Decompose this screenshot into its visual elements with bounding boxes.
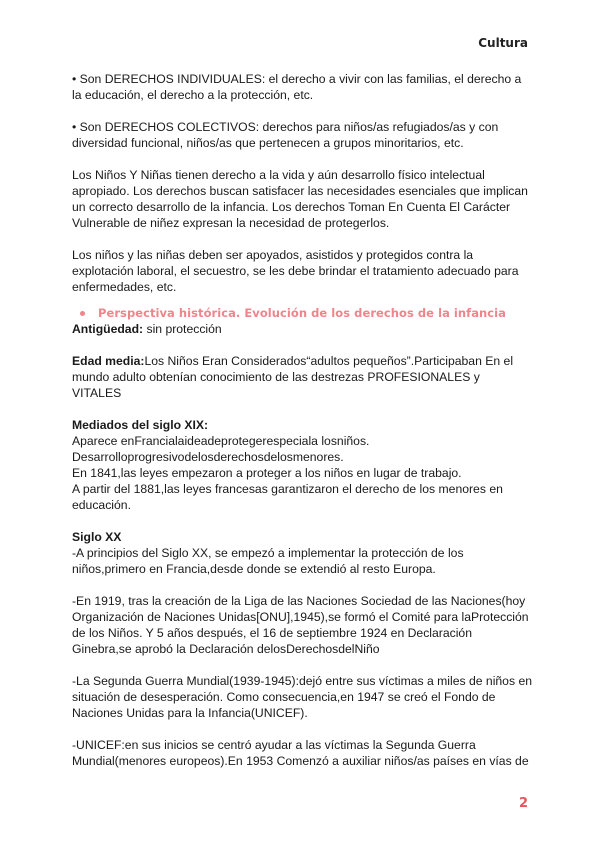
paragraph-edad-media [72,353,532,401]
siglo-xx-heading: Siglo XX [72,530,122,544]
siglo-xix-line-1: Aparece enFrancialaideadeprotegerespeciala losniños. [72,434,370,448]
siglo-xix-line-4: A partir del 1881,las leyes francesas garantizaron el derecho de los menores en educación. [72,482,503,512]
paragraph-antiguedad [72,321,532,337]
paragraph-children-rights: Los Niños Y Niñas tienen derecho a la vida y aún desarrollo físico intelectual apropiado. Los derechos buscan satisfacer las necesidades esenciales que implican un correcto desarrollo de la infancia. Los derechos Toman En Cuenta El Carácter Vulnerable de niñez expresan la necesidad de protegerlos. [72,168,528,230]
section-heading-text: Perspectiva histórica. Evolución de los derechos de la infancia [98,306,506,320]
paragraph-individual-rights: • Son DERECHOS INDIVIDUALES: el derecho a vivir con las familias, el derecho a la educación, el derecho a la protección, etc. [72,72,522,102]
siglo-xx-paragraph-2: -En 1919, tras la creación de la Liga de las Naciones Sociedad de las Naciones(hoy Organización de Naciones Unidas[ONU],1945),se formó el Comité para laProtección de los Niños. Y 5 años después, el 16 de septiembre 1924 en Declaración Ginebra,se aprobó la Declaración delosDerechosdelNiño [72,594,529,656]
bullet-dot-icon [80,311,85,316]
siglo-xix-line-2: Desarrolloprogresivodelosderechosdelosmenores. [72,450,344,464]
siglo-xx-paragraph-1: -A principios del Siglo XX, se empezó a implementar la protección de los niños,primero en Francia,desde donde se extendió al resto Europa. [72,546,464,576]
edad-media-label: Edad media: [72,354,145,368]
paragraph-collective-rights: • Son DERECHOS COLECTIVOS: derechos para niños/as refugiados/as y con diversidad funcional, niños/as que pertenecen a grupos minoritarios, etc. [72,120,499,150]
siglo-xix-heading: Mediados del siglo XIX: [72,418,209,432]
antiguedad-text: sin protección [143,322,222,336]
page-header-title: Cultura [478,36,528,50]
page-number: 2 [518,796,528,811]
siglo-xx-paragraph-3: -La Segunda Guerra Mundial(1939-1945):dejó entre sus víctimas a miles de niños en situación de desesperación. Como consecuencia,en 1947 se creó el Fondo de Naciones Unidas para la Infancia(UNICEF). [72,674,533,720]
siglo-xix-line-3: En 1841,las leyes empezaron a proteger a los niños en lugar de trabajo. [72,466,462,480]
edad-media-text: Los Niños Eran Considerados“adultos pequeños”.Participaban En el mundo adulto obtenían conocimiento de las destrezas PROFESIONALES y VITALES [72,354,514,400]
antiguedad-label: Antigüedad: [72,322,144,336]
siglo-xx-paragraph-4: -UNICEF:en sus inicios se centró ayudar a las víctimas la Segunda Guerra Mundial(menores europeos).En 1953 Comenzó a auxiliar niños/as países en vías de [72,738,529,768]
section-heading [80,305,532,321]
document-body [72,71,532,769]
paragraph-protection: Los niños y las niñas deben ser apoyados, asistidos y protegidos contra la explotación laboral, el secuestro, se les debe brindar el tratamiento adecuado para enfermedades, etc. [72,248,519,294]
